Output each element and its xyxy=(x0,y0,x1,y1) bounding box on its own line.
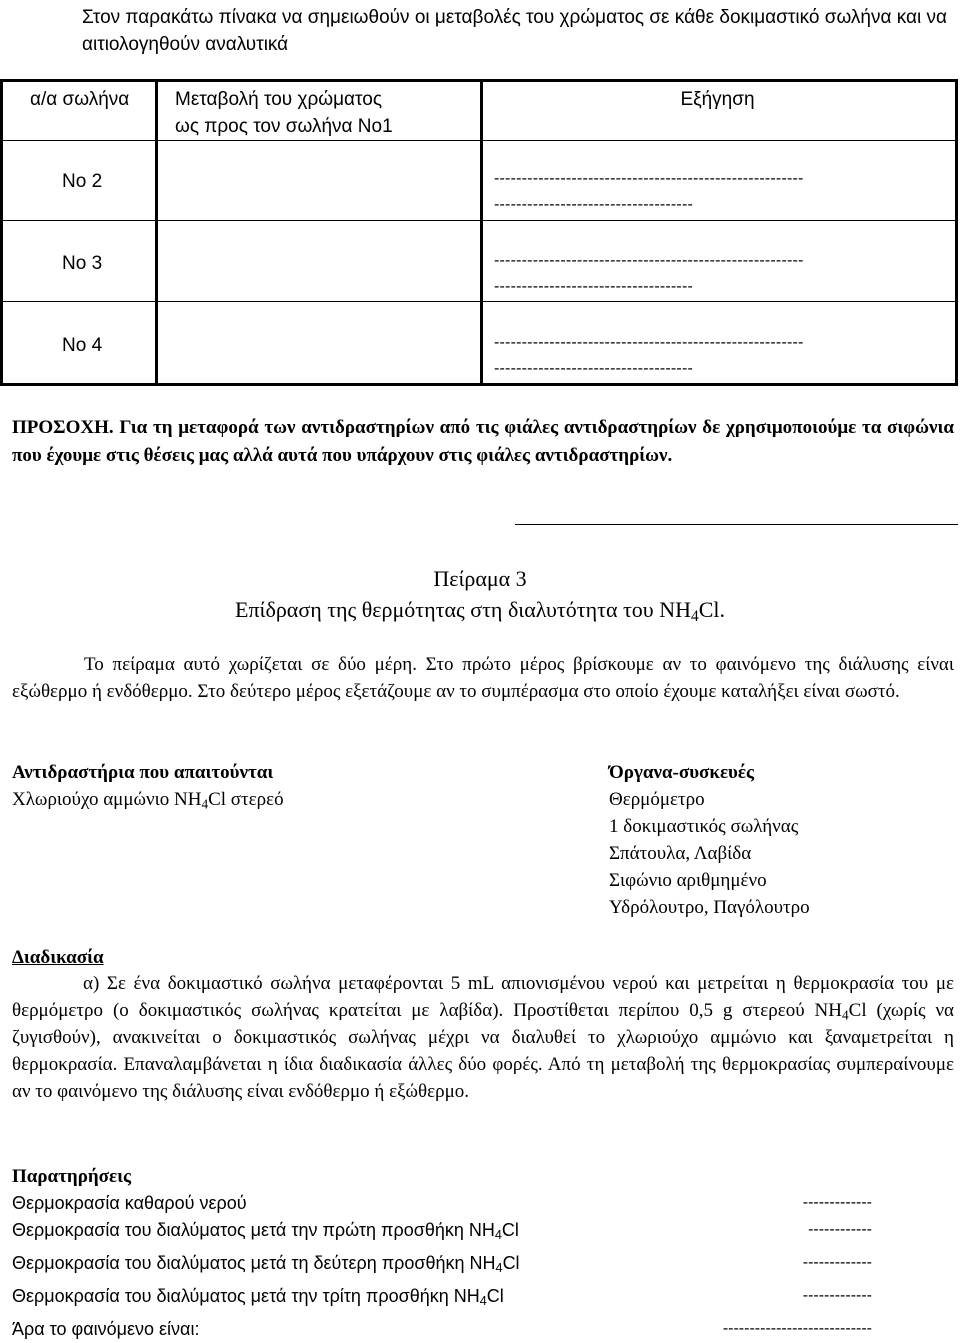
table-left-border xyxy=(0,82,3,383)
observation-row: Θερμοκρασία του διαλύματος μετά την τρίτη προσθήκη $NH_4Cl$ ------------- xyxy=(12,1286,872,1309)
table-right-border xyxy=(955,82,958,383)
equipment-heading: Όργανα-συσκευές xyxy=(609,762,755,783)
equipment-item: 1 δοκιμαστικός σωλήνας xyxy=(609,816,799,837)
header-color-change-2: ως προς τον σωλήνα Νο1 xyxy=(175,116,393,137)
table-row-divider-2 xyxy=(0,301,958,302)
row-3-line-2: ------------------------------------ xyxy=(494,278,694,295)
equipment-item: Σιφώνιο αριθμημένο xyxy=(609,870,767,891)
experiment-subtitle: Επίδραση της θερμότητας στη διαλυτότητα του $NH_4Cl$. xyxy=(235,597,725,625)
row-2-line-1: -------------------------------------------------------- xyxy=(494,170,804,187)
observations-heading: Παρατηρήσεις xyxy=(12,1166,132,1187)
table-col-divider-2 xyxy=(480,82,483,383)
intro-text: Στον παρακάτω πίνακα να σημειωθούν οι μεταβολές του χρώματος σε κάθε δοκιμαστικό σωλήνα και να αιτιολογηθούν αναλυτικά xyxy=(82,7,947,55)
row-4-line-1: -------------------------------------------------------- xyxy=(494,334,804,351)
procedure-text: α) Σε ένα δοκιμαστικό σωλήνα μεταφέρονται 5 mL απιονισμένου νερού και μετρείται η θερμοκρασία του με θερμόμετρο (ο δοκιμαστικός σωλήνας κρατείται με λαβίδα). Προστίθεται περίπου 0,5 g στερεού $NH_4Cl$ (χωρίς να ζυγισθούν), ανακινείται ο δοκιμαστικός σωλήνας μέχρι να διαλυθεί το χλωριούχο αμμώνιο και ξαναμετρείται η θερμοκρασία. Επαναλαμβάνεται η ίδια διαδικασία άλλες δύο φορές. Από τη μεταβολή της θερμοκρασίας συμπεραίνουμε αν το φαινόμενο της διάλυσης είναι ενδόθερμο ή εξώθερμο. xyxy=(12,973,954,1102)
experiment-title: Πείραμα 3 xyxy=(433,566,527,591)
header-explanation: Εξήγηση xyxy=(680,89,755,110)
row-tube-2: Νο 2 xyxy=(62,171,103,192)
observation-row: Θερμοκρασία του διαλύματος μετά τη δεύτερη προσθήκη $NH_4Cl$ ------------- xyxy=(12,1253,872,1276)
warning-text: ΠΡΟΣΟΧΗ. Για τη μεταφορά των αντιδραστηρίων από τις φιάλες αντιδραστηρίων δε χρησιμοποιούμε τα σιφώνια που έχουμε στις θέσεις μας αλλά αυτά που υπάρχουν στις φιάλες αντιδραστηρίων. xyxy=(12,417,954,466)
header-color-change-1: Μεταβολή του χρώματος xyxy=(175,89,382,110)
row-tube-3: Νο 3 xyxy=(62,253,103,274)
row-2-line-2: ------------------------------------ xyxy=(494,196,694,213)
experiment-intro: Το πείραμα αυτό χωρίζεται σε δύο μέρη. Στο πρώτο μέρος βρίσκουμε αν το φαινόμενο της διάλυσης είναι εξώθερμο ή ενδόθερμο. Στο δεύτερο μέρος εξετάζουμε αν το συμπέρασμα στο οποίο έχουμε καταλήξει είναι σωστό. xyxy=(12,654,954,702)
row-3-line-1: -------------------------------------------------------- xyxy=(494,252,804,269)
reagents-heading: Αντιδραστήρια που απαιτούνται xyxy=(12,762,274,783)
procedure-heading: Διαδικασία xyxy=(12,947,104,968)
table-row-divider-1 xyxy=(0,220,958,221)
equipment-item: Υδρόλουτρο, Παγόλουτρο xyxy=(609,897,810,918)
equipment-item: Σπάτουλα, Λαβίδα xyxy=(609,843,752,864)
table-col-divider-1 xyxy=(155,82,158,383)
color-change-table xyxy=(0,79,958,386)
row-4-line-2: ------------------------------------ xyxy=(494,360,694,377)
observation-row: Θερμοκρασία του διαλύματος μετά την πρώτη προσθήκη $NH_4Cl$ ------------ xyxy=(12,1220,872,1243)
row-tube-4: Νο 4 xyxy=(62,335,103,356)
conclusion-row: Άρα το φαινόμενο είναι: ---------------------------- xyxy=(12,1319,872,1339)
observation-row: Θερμοκρασία καθαρού νερού ------------- xyxy=(12,1193,872,1213)
reagent-item: Χλωριούχο αμμώνιο $NH_4Cl$ στερεό xyxy=(12,789,284,812)
section-separator xyxy=(515,524,958,525)
equipment-item: Θερμόμετρο xyxy=(609,789,705,810)
table-header-divider xyxy=(0,140,958,141)
header-tube: α/α σωλήνα xyxy=(30,89,130,110)
